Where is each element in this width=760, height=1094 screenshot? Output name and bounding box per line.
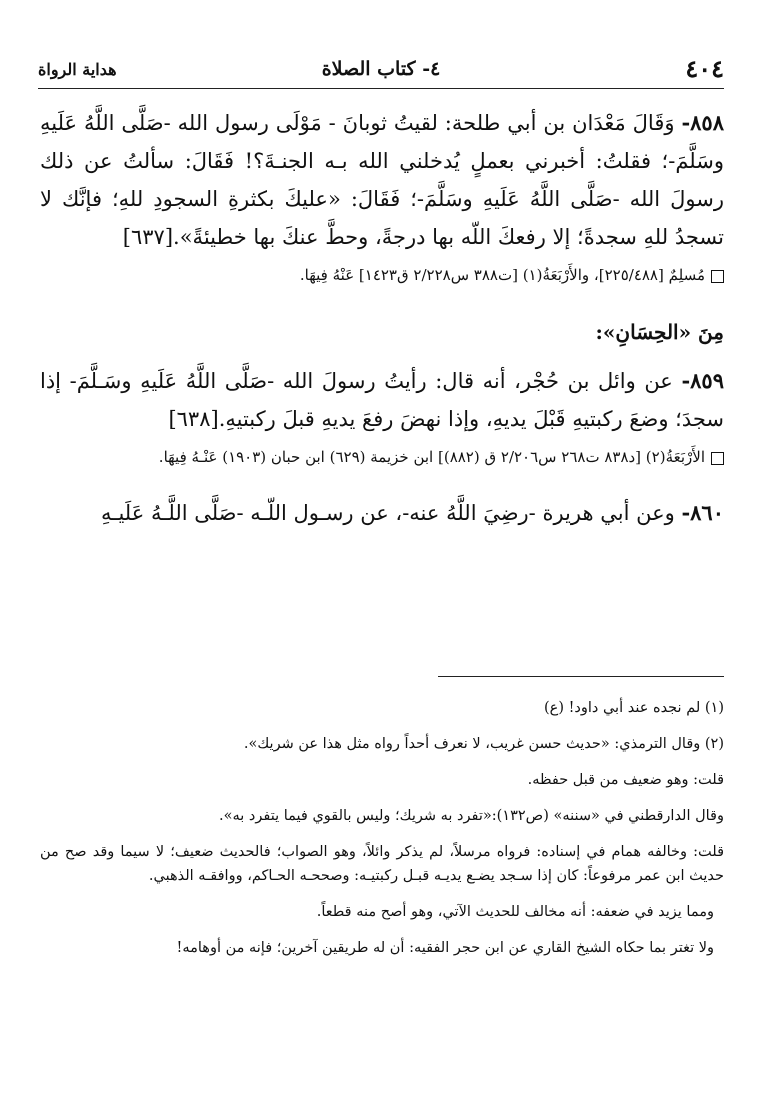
main-text (40, 104, 724, 532)
footnote-comment: ولا تغتر بما حكاه الشيخ القاري عن ابن حجر الفقيه: أن له طريقين آخرين؛ فإنه من أوهامه! (176, 940, 714, 956)
hadith-859-source (40, 442, 724, 472)
hadith-text: وعن أبي هريرة -رضِيَ اللَّهُ عنه-، عن رسـول اللّـه -صَلَّى اللَّـهُ عَلَيـهِ (101, 501, 675, 525)
source-text: مُسلِمٌ [٢٢٥/٤٨٨]، والأَرْبَعَةُ(١) [ت٣٨٨ س٢/٢٢٨ ق١٤٢٣] عَنْهُ فِيهَا. (299, 266, 705, 284)
header-divider (38, 88, 724, 89)
square-bullet-icon (711, 452, 724, 465)
page-header (38, 52, 724, 86)
hadith-858-source (40, 260, 724, 290)
hadith-858 (40, 104, 724, 256)
footnote-1: (١) لم نجده عند أبي داود! (ع) (544, 700, 724, 716)
footnote-comment: وقال الدارقطني في «سننه» (ص١٣٢):«تفرد به شريك؛ وليس بالقوي فيما يتفرد به». (219, 808, 724, 824)
chapter-title: ٤- كتاب الصلاة (321, 58, 441, 80)
hadith-859 (40, 362, 724, 438)
footnote-2: (٢) وقال الترمذي: «حديث حسن غريب، لا نعرف أحداً رواه مثل هذا عن شريك». (243, 736, 724, 752)
source-text: الأَرْبَعَةُ(٢) [د٨٣٨ ت٢٦٨ س٢/٢٠٦ ق (٨٨٢)] ابن خزيمة (٦٢٩) ابن حبان (١٩٠٣) عَنْـهُ فِيهَا. (158, 448, 705, 466)
footnote-comment: قلت: وخالفه همام في إسناده: فرواه مرسلاً، لم يذكر وائلاً، وهو الصواب؛ فالحديث ضعيف؛ لا سيما وقد صح من حديث ابن عمر مرفوعاً: كان إذا سـجد يضـع يديـه قبـل ركبتيـه: وصححـه الحـاكم، ووافقـه الذهبي. (40, 844, 724, 884)
hadith-number: ٨٥٩- (681, 368, 724, 393)
hadith-text: وَقَالَ مَعْدَان بن أبي طلحة: لقيتُ ثوبانَ - مَوْلَى رسول الله -صَلَّى اللَّهُ عَلَيهِ وسَلَّمَ-؛ فقلتُ: أخبرني بعملٍ يُدخلني الله بـه الجنـةَ؟! فَقَالَ: سألتُ عن ذلك رسولَ الله -صَلَّى اللَّهُ عَلَيهِ وسَلَّمَ-؛ فَقَالَ: «عليكَ بكثرةِ السجودِ للهِ؛ فإنَّك لا تسجدُ للهِ سجدةً؛ إلا رفعكَ اللّه بها درجةً، وحطَّ عنكَ بها خطيئةً».[٦٣٧] (40, 111, 724, 249)
book-title: هداية الرواة (38, 60, 117, 79)
footnote-divider (438, 676, 724, 677)
hadith-text: عن وائل بن حُجْر، أنه قال: رأيتُ رسولَ الله -صَلَّى اللَّهُ عَلَيهِ وسَـلَّمَ- إذا سجدَ؛ وضعَ ركبتيهِ قَبْلَ يديهِ، وإذا نهضَ رفعَ يديهِ قبلَ ركبتيهِ.[٦٣٨] (40, 369, 724, 431)
hadith-number: ٨٦٠- (681, 500, 724, 525)
square-bullet-icon (711, 270, 724, 283)
section-title: مِنَ «الحِسَانِ»: (595, 320, 724, 344)
hadith-860 (40, 494, 724, 532)
page-number: ٤٠٤ (685, 54, 724, 83)
footnotes (40, 696, 724, 972)
footnote-comment: ومما يزيد في ضعفه: أنه مخالف للحديث الآتي، وهو أصح منه قطعاً. (316, 904, 714, 920)
hadith-number: ٨٥٨- (681, 110, 724, 135)
footnote-comment: قلت: وهو ضعيف من قبل حفظه. (527, 772, 724, 788)
